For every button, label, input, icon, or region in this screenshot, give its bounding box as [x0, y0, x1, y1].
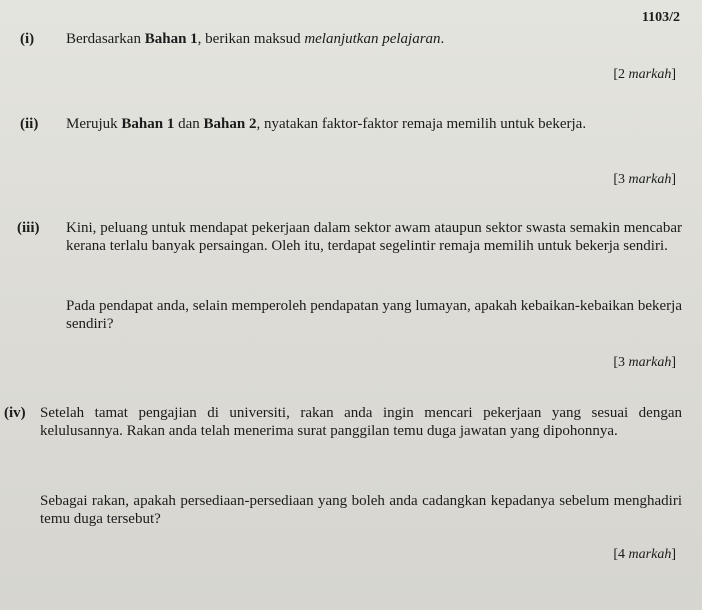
marks-value: [4: [613, 547, 629, 562]
marks-label: [613, 355, 676, 371]
question-text: [66, 30, 666, 48]
marks-close: ]: [671, 67, 676, 82]
question-text: [66, 115, 686, 133]
marks-label: [613, 172, 676, 188]
question-number: (ii): [20, 116, 39, 132]
marks-close: ]: [671, 172, 676, 187]
marks-close: ]: [671, 547, 676, 562]
text-segment: , berikan maksud: [197, 31, 305, 47]
text-bold: Bahan 1: [144, 31, 198, 47]
text-segment: , nyatakan faktor-faktor remaja memilih untuk bekerja.: [256, 116, 587, 132]
text-bold: Bahan 2: [203, 116, 257, 132]
marks-value: [3: [613, 355, 629, 370]
question-number: (iii): [17, 220, 40, 236]
paper-code: 1103/2: [641, 10, 680, 25]
text-segment: dan: [174, 116, 204, 132]
question-prompt: Sebagai rakan, apakah persediaan-persediaan yang boleh anda cadangkan kepadanya sebelum menghadiri temu duga tersebut?: [40, 493, 682, 527]
text-segment: .: [440, 31, 445, 47]
marks-word: markah: [628, 547, 672, 562]
marks-word: markah: [628, 172, 672, 187]
text-segment: Merujuk: [66, 116, 122, 132]
question-prompt: Pada pendapat anda, selain memperoleh pendapatan yang lumayan, apakah kebaikan-kebaikan bekerja sendiri?: [66, 298, 682, 332]
marks-value: [2: [613, 67, 629, 82]
marks-label: [613, 547, 676, 563]
marks-label: [613, 67, 676, 83]
marks-word: markah: [628, 355, 672, 370]
marks-word: markah: [628, 67, 672, 82]
text-segment: Berdasarkan: [66, 31, 145, 47]
question-number: (i): [20, 31, 35, 47]
marks-close: ]: [671, 355, 676, 370]
question-paragraph: Kini, peluang untuk mendapat pekerjaan dalam sektor awam ataupun sektor swasta semakin mencabar kerana terlalu banyak persaingan. Oleh itu, terdapat segelintir remaja memilih untuk bekerja sendiri.: [66, 220, 682, 254]
question-number: (iv): [4, 405, 26, 421]
question-paragraph: Setelah tamat pengajian di universiti, rakan anda ingin mencari pekerjaan yang sesuai dengan kelulusannya. Rakan anda telah menerima surat panggilan temu duga jawatan yang dipohonnya.: [40, 405, 682, 439]
text-bold: Bahan 1: [121, 116, 175, 132]
marks-value: [3: [613, 172, 629, 187]
text-italic: melanjutkan pelajaran: [304, 31, 441, 47]
